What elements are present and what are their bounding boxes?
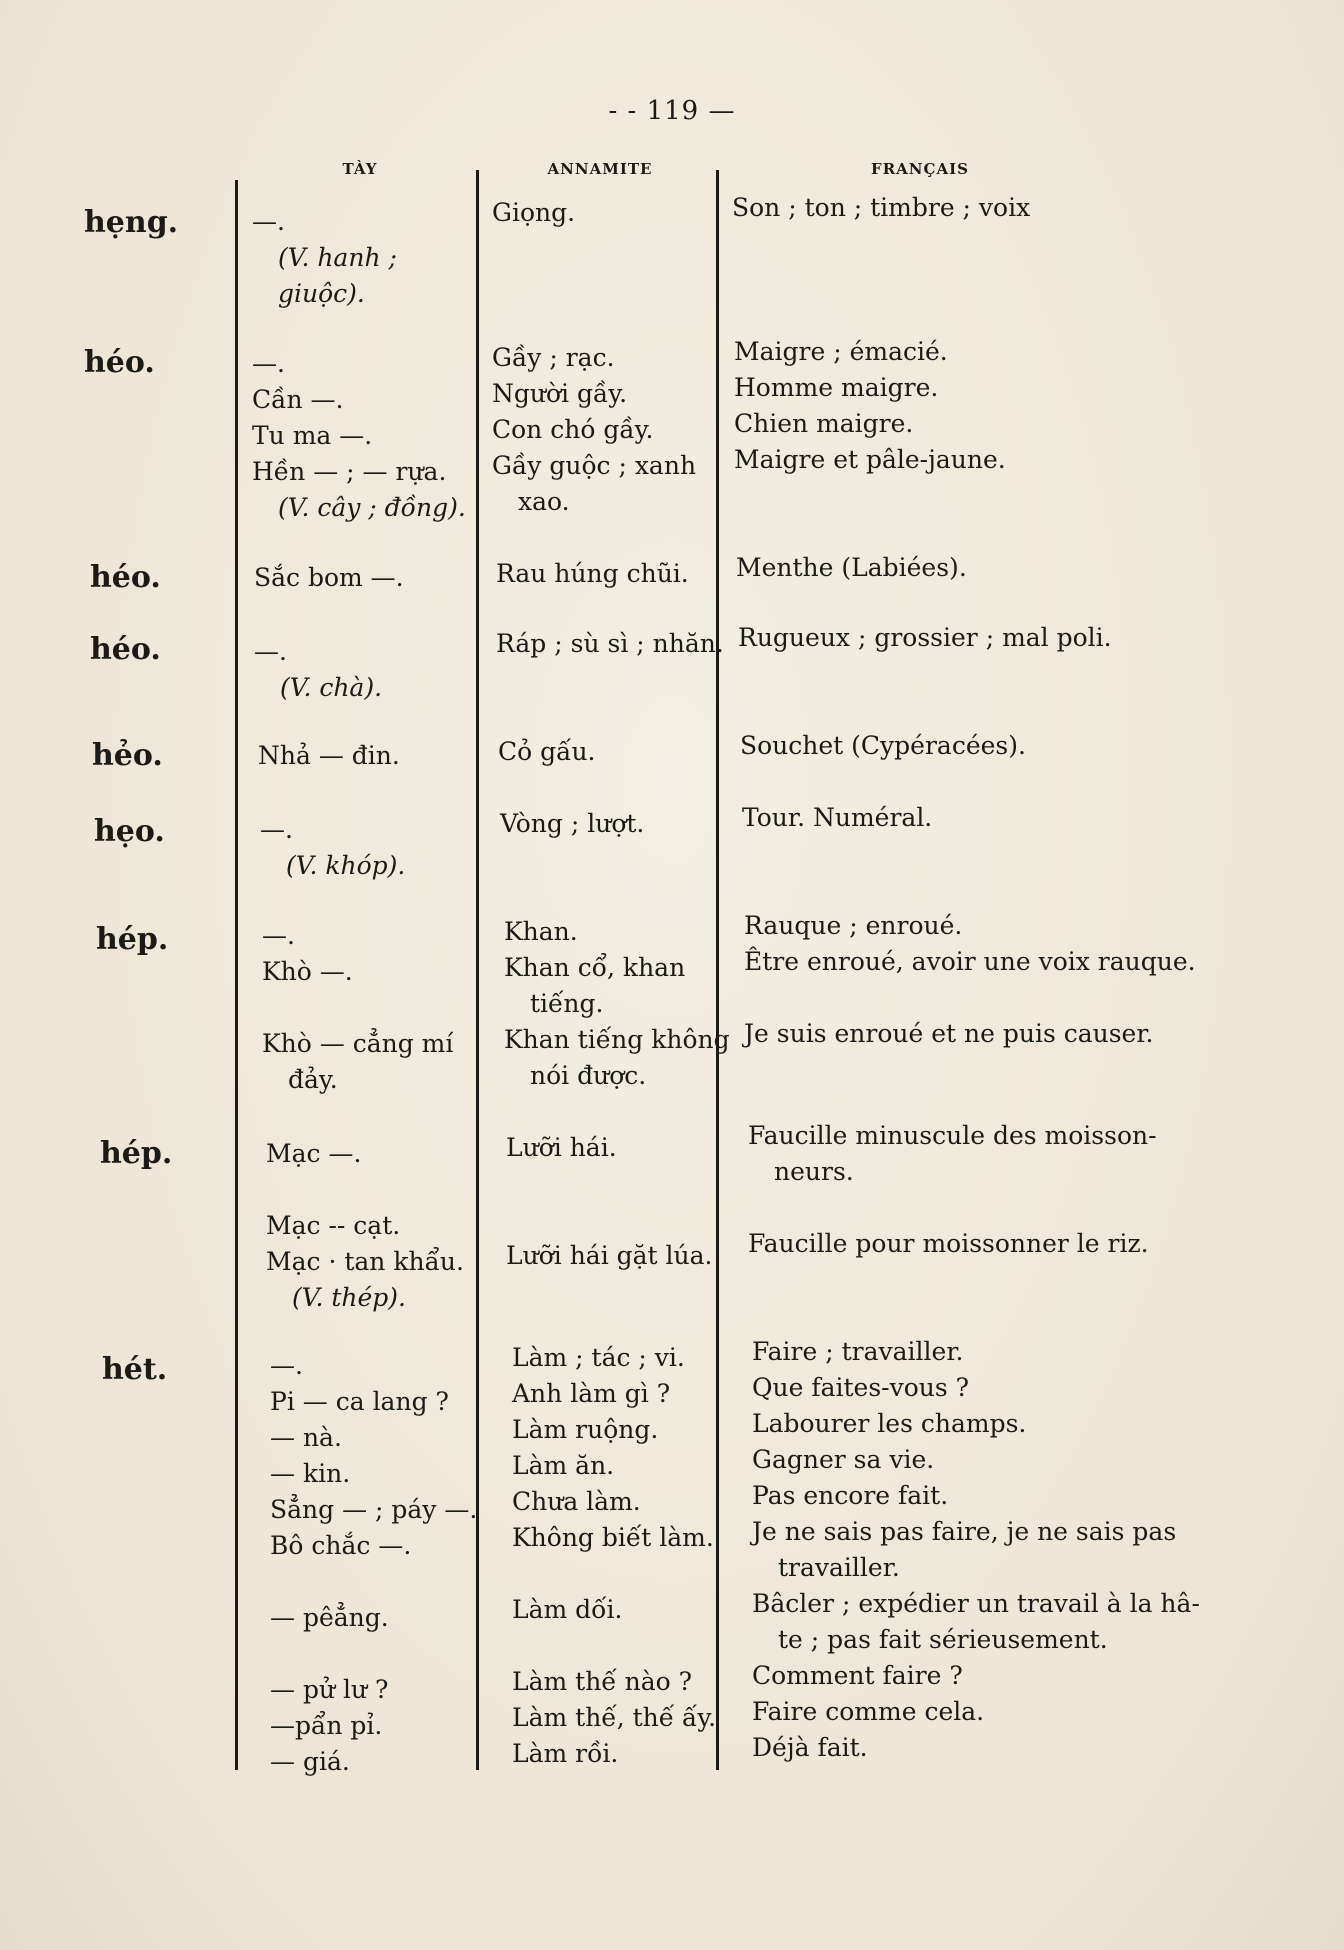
francais-cell: Faire ; travailler. Que faites-vous ? Labourer les champs. Gagner sa vie. Pas encore fait. Je ne sais pas faire, je ne sais pas travailler. Bâcler ; expédier un travail à la hâ- te ; pas fait sérieusement. Comment faire ? Faire comme cela. Déjà fait. [752,1337,1200,1762]
tay-cell: —. Khò —. Khò — cẳng mí đảy. [262,921,454,1094]
francais-cell: Son ; ton ; timbre ; voix [732,193,1031,222]
headword: hẹo. [94,814,165,849]
headword: héo. [90,632,161,667]
column-rule-1 [235,180,238,1770]
headword: hẻo. [92,738,163,773]
annamite-cell: Cỏ gấu. [498,737,596,766]
annamite-cell: Ráp ; sù sì ; nhăn. [496,629,724,658]
tay-cell: Sắc bom —. [254,563,404,592]
tay-cell: —. (V. khóp). [260,815,406,880]
tay-cell: —. Cần —. Tu ma —. Hền — ; — rựa. (V. cây ; đồng). [252,349,466,522]
francais-cell: Rauque ; enroué. Être enroué, avoir une voix rauque. Je suis enroué et ne puis causer. [744,911,1196,1048]
annamite-cell: Giọng. [492,198,576,227]
column-header-tay: TÀY [342,160,378,178]
headword: hép. [100,1136,173,1171]
annamite-cell: Lưỡi hái. Lưỡi hái gặt lúa. [506,1133,713,1270]
francais-cell: Souchet (Cypéracées). [740,731,1026,760]
francais-cell: Maigre ; émacié. Homme maigre. Chien maigre. Maigre et pâle-jaune. [734,337,1006,474]
tay-cell: —. Pi — ca lang ? — nà. — kin. Sẳng — ; páy —. Bô chắc —. — pêẳng. — pử lư ? —pẩn pỉ. — giá. [270,1351,478,1776]
tay-cell: Nhả — đin. [258,741,400,770]
headword: hép. [96,922,169,957]
headword: hét. [102,1352,168,1387]
column-header-annamite: ANNAMITE [547,160,653,178]
annamite-cell: Vòng ; lượt. [500,809,645,838]
francais-cell: Menthe (Labiées). [736,553,967,582]
annamite-cell: Làm ; tác ; vi. Anh làm gì ? Làm ruộng. Làm ăn. Chưa làm. Không biết làm. Làm dối. Làm thế nào ? Làm thế, thế ấy. Làm rồi. [512,1343,717,1768]
francais-cell: Faucille minuscule des moisson- neurs. Faucille pour moissonner le riz. [748,1121,1157,1258]
headword: hẹng. [84,205,179,240]
annamite-cell: Gầy ; rạc. Người gầy. Con chó gầy. Gầy guộc ; xanh xao. [492,343,697,516]
column-header-francais: FRANÇAIS [871,160,969,178]
tay-cell: —. (V. chà). [254,637,383,702]
tay-cell: —. (V. hanh ; giuộc). [252,207,397,308]
francais-cell: Rugueux ; grossier ; mal poli. [738,623,1112,652]
tay-cell: Mạc —. Mạc -- cạt. Mạc · tan khẩu. (V. thép). [266,1139,464,1312]
headword: héo. [90,560,161,595]
annamite-cell: Khan. Khan cổ, khan tiếng. Khan tiếng không nói được. [504,917,730,1090]
headword: héo. [84,345,155,380]
annamite-cell: Rau húng chũi. [496,559,689,588]
page-number: - - 119 — [608,96,736,126]
francais-cell: Tour. Numéral. [742,803,933,832]
